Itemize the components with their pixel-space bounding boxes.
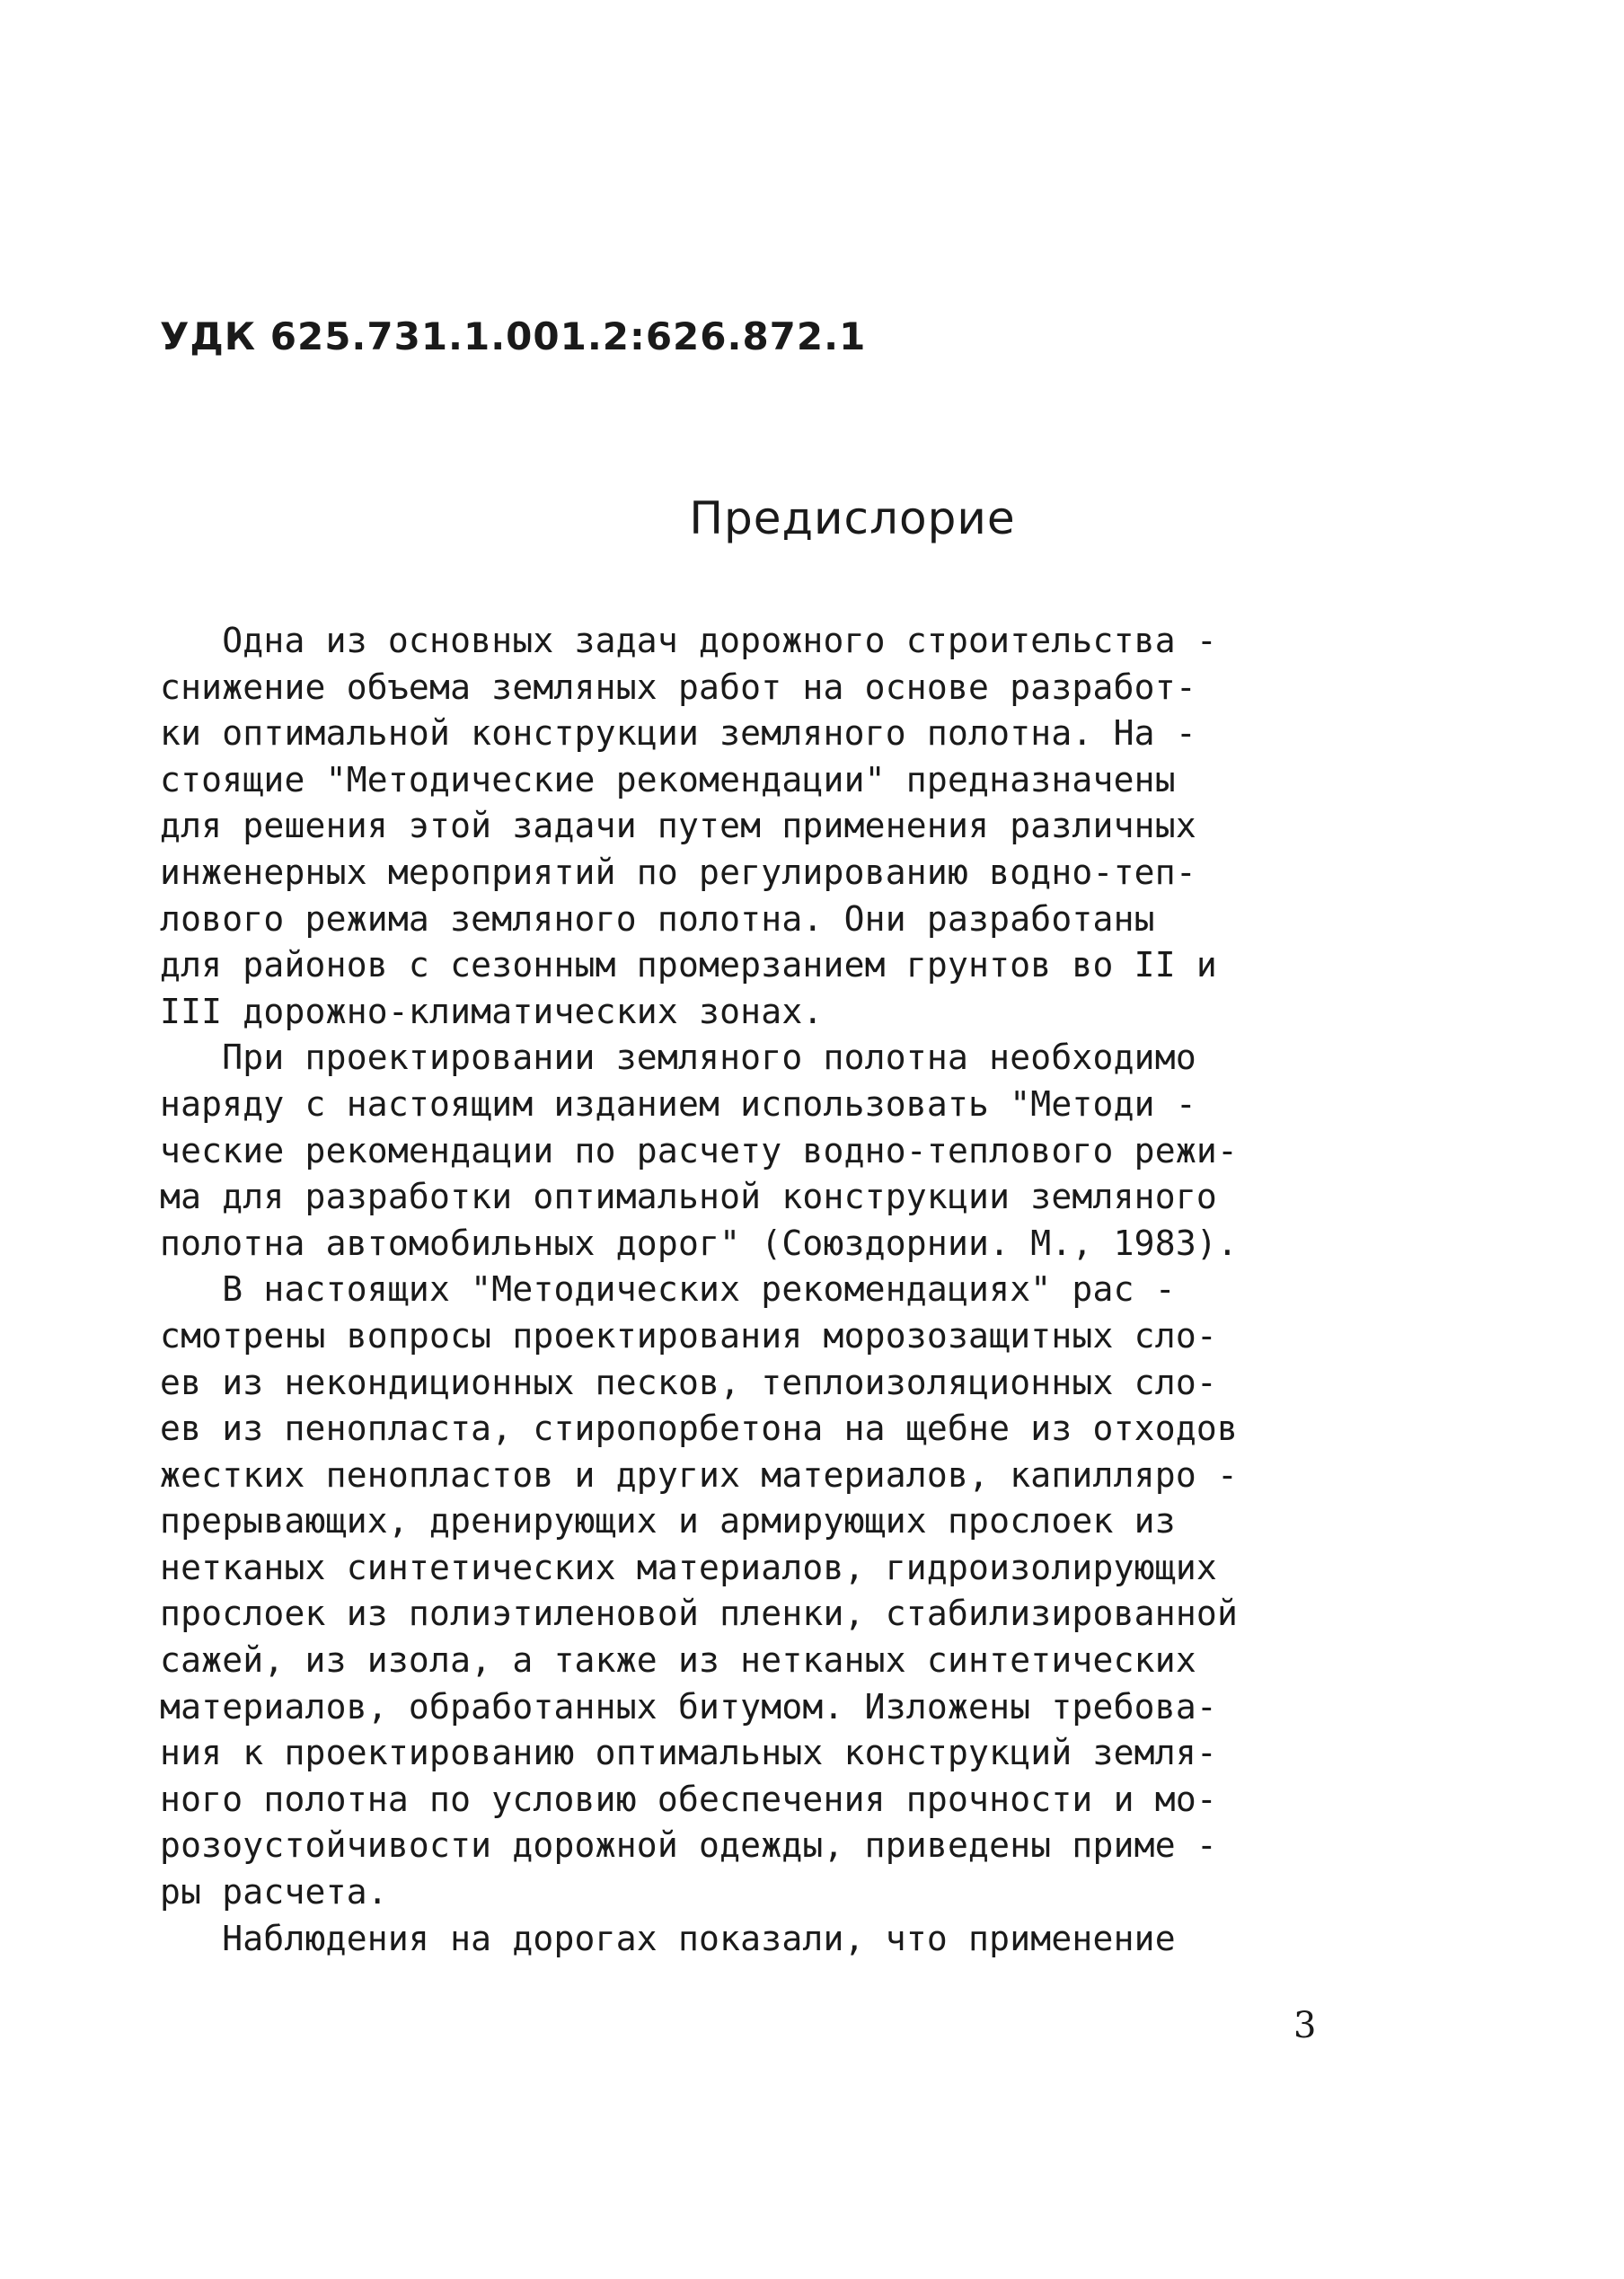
text-line: Одна из основных задач дорожного строительства -	[160, 621, 1217, 660]
text-line: снижение объема земляных работ на основе разработ-	[160, 667, 1196, 707]
text-line: жестких пенопластов и других материалов, капилляро -	[160, 1454, 1239, 1495]
text-line: материалов, обработанных битумом. Изложены требова-	[160, 1686, 1217, 1727]
text-line: ев из пенопласта, стиропорбетона на щебне из отходов	[160, 1409, 1239, 1449]
page-title: Предислоpие	[689, 492, 1016, 544]
text-line: При проектировании земляного полотна необходимо	[160, 1038, 1196, 1078]
text-line: лового режима земляного полотна. Они разработаны	[160, 898, 1155, 939]
text-line: ма для разработки оптимальной конструкции земляного	[160, 1177, 1217, 1217]
text-line: сажей, из изола, а также из нетканых синтетических	[160, 1640, 1196, 1681]
udk-classification: УДК 625.731.1.001.2:626.872.1	[160, 314, 867, 358]
text-line: ческие рекомендации по расчету водно-теплового режи-	[160, 1130, 1239, 1170]
text-line: наряду с настоящим изданием использовать "Методи -	[160, 1083, 1196, 1124]
text-line: полотна автомобильных дорог" (Союздорнии. М., 1983).	[160, 1223, 1239, 1263]
text-line: прерывающих, дренирующих и армирующих прослоек из	[160, 1501, 1176, 1541]
text-line: В настоящих "Методических рекомендациях" рас -	[160, 1269, 1176, 1310]
text-line: прослоек из полиэтиленовой пленки, стабилизированной	[160, 1594, 1239, 1634]
text-line: III дорожно-климатических зонах.	[160, 991, 824, 1031]
text-line: стоящие "Методические рекомендации" предназначены	[160, 759, 1176, 799]
text-line: ры расчета.	[160, 1872, 388, 1912]
text-line: смотрены вопросы проектирования морозозащитных сло-	[160, 1315, 1217, 1356]
text-line: для районов с сезонным промерзанием грунтов во II и	[160, 945, 1217, 985]
text-line: ния к проектированию оптимальных конструкций земля-	[160, 1733, 1217, 1773]
text-line: инженерных мероприятий по регулированию водно-теп-	[160, 852, 1196, 892]
text-line: Наблюдения на дорогах показали, что применение	[160, 1918, 1176, 1958]
text-line: ного полотна по условию обеспечения прочности и мо-	[160, 1779, 1217, 1819]
text-line: для решения этой задачи путем применения различных	[160, 806, 1196, 846]
text-line: ки оптимальной конструкции земляного полотна. На -	[160, 713, 1196, 754]
text-line: розоустойчивости дорожной одежды, приведены приме -	[160, 1825, 1217, 1866]
page-number: 3	[1293, 2005, 1317, 2046]
text-line: нетканых синтетических материалов, гидроизолирующих	[160, 1547, 1217, 1587]
body-text	[160, 618, 1355, 1962]
text-line: ев из некондиционных песков, теплоизоляционных сло-	[160, 1362, 1217, 1402]
